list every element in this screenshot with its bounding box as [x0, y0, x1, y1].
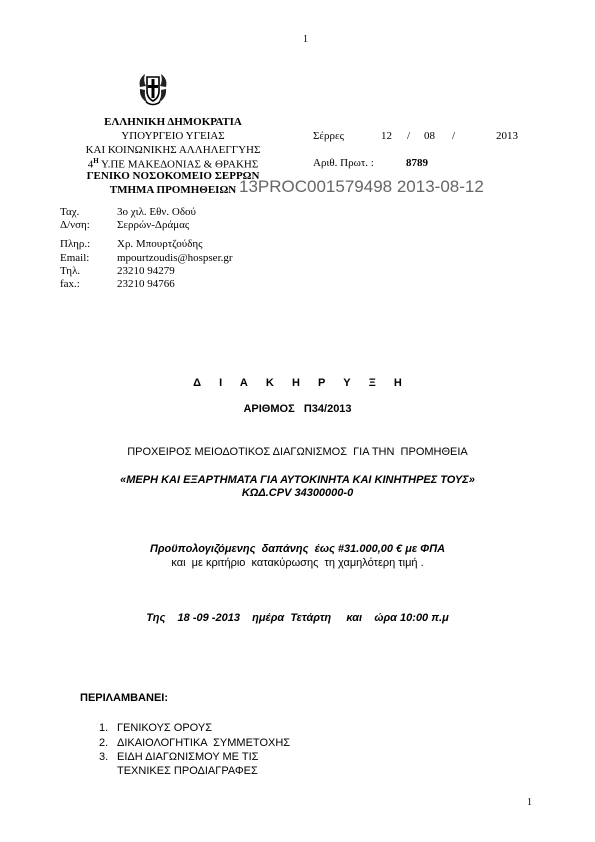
contact-label: Email: — [60, 252, 90, 264]
contact-label: Τηλ. — [60, 265, 81, 277]
tender-subject: «ΜΕΡΗ ΚΑΙ ΕΞΑΡΤΗΜΑΤΑ ΓΙΑ ΑΥΤΟΚΙΝΗΤΑ ΚΑΙ ΚΙΝΗΤΗΡΕΣ ΤΟΥΣ» — [120, 474, 475, 486]
tender-type: ΠΡΟΧΕΙΡΟΣ ΜΕΙΟΔΟΤΙΚΟΣ ΔΙΑΓΩΝΙΣΜΟΣ ΓΙΑ ΤΗΝ ΠΡΟΜΗΘΕΙΑ — [127, 446, 468, 458]
list-item: ΔΙΚΑΙΟΛΟΓΗΤΙΚΑ ΣΥΜΜΕΤΟΧΗΣ — [117, 737, 291, 749]
contact-value: 3ο χιλ. Εθν. Οδού — [117, 206, 196, 218]
protocol-label: Αριθ. Πρωτ. : — [313, 157, 374, 169]
cpv-code: ΚΩΔ.CPV 34300000-0 — [241, 487, 354, 499]
registry-stamp: 13PROC001579498 2013-08-12 — [239, 177, 484, 196]
list-item-number: 1. — [99, 722, 109, 734]
contact-label: fax.: — [60, 278, 80, 290]
contact-email[interactable]: mpourtzoudis@hospser.gr — [117, 252, 233, 264]
contact-label: Ταχ. — [60, 206, 80, 218]
contact-value: Χρ. Μπουρτζούδης — [117, 238, 203, 250]
header-health-region: $4^H$ Υ.ΠΕ ΜΑΚΕΔΟΝΙΑΣ & ΘΡΑΚΗΣ — [87, 157, 259, 171]
list-item-number: 2. — [99, 737, 109, 749]
document-title: Δ Ι Α Κ Η Ρ Υ Ξ Η — [193, 377, 402, 389]
protocol-number: 8789 — [406, 157, 428, 169]
contact-value: 23210 94279 — [117, 265, 175, 277]
header-date-separator: / — [452, 130, 456, 142]
header-city: Σέρρες — [313, 130, 344, 142]
list-item-number: 3. — [99, 751, 109, 763]
list-item: ΓΕΝΙΚΟΥΣ ΟΡΟΥΣ — [117, 722, 213, 734]
page-number-top: 1 — [303, 34, 308, 45]
header-year: 2013 — [496, 130, 518, 142]
greek-coat-of-arms-icon — [136, 71, 170, 107]
header-ministry-cont: ΚΑΙ ΚΟΙΝΩΝΙΚΗΣ ΑΛΛΗΛΕΓΓΥΗΣ — [85, 144, 261, 156]
includes-heading: ΠΕΡΙΛΑΜΒΑΝΕΙ: — [80, 692, 169, 704]
list-item-continuation: ΤΕΧΝΙΚΕΣ ΠΡΟΔΙΑΓΡΑΦΕΣ — [117, 765, 258, 777]
header-date-separator: / — [407, 130, 411, 142]
header-hospital: ΓΕΝΙΚΟ ΝΟΣΟΚΟΜΕΙΟ ΣΕΡΡΩΝ — [86, 170, 260, 182]
header-day: 12 — [381, 130, 392, 142]
list-item: ΕΙΔΗ ΔΙΑΓΩΝΙΣΜΟΥ ΜΕ ΤΙΣ — [117, 751, 259, 763]
contact-value: Σερρών-Δράμας — [117, 219, 190, 231]
page-number-bottom: 1 — [527, 797, 532, 808]
contact-label: Δ/νση: — [60, 219, 90, 231]
header-republic: ΕΛΛΗΝΙΚΗ ΔΗΜΟΚΡΑΤΙΑ — [104, 116, 242, 128]
contact-value: 23210 94766 — [117, 278, 175, 290]
header-month: 08 — [424, 130, 435, 142]
header-department: ΤΜΗΜΑ ΠΡΟΜΗΘΕΙΩΝ — [109, 184, 237, 196]
award-criterion: και με κριτήριο κατακύρωσης τη χαμηλότερη τιμή . — [171, 557, 424, 569]
contact-label: Πληρ.: — [60, 238, 91, 250]
tender-date: Της 18 -09 -2013 ημέρα Τετάρτη και ώρα 10:00 π.μ — [146, 612, 449, 624]
budget-line: Προϋπολογιζόμενης δαπάνης έως #31.000,00 € με ΦΠΑ — [149, 543, 446, 555]
header-ministry: ΥΠΟΥΡΓΕΙΟ ΥΓΕΙΑΣ — [121, 130, 225, 142]
document-number: ΑΡΙΘΜΟΣ Π34/2013 — [243, 403, 352, 415]
